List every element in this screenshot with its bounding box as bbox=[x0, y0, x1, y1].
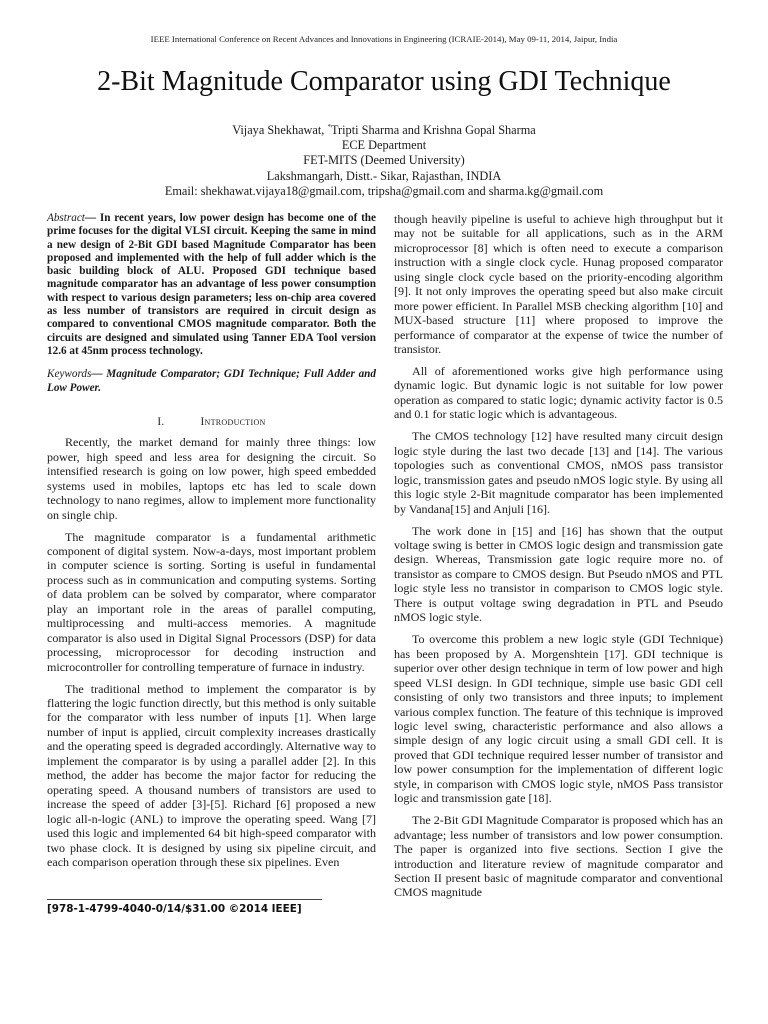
footer-divider bbox=[47, 899, 322, 900]
affiliation-university: FET-MITS (Deemed University) bbox=[303, 153, 465, 168]
right-paragraph-4: The work done in [15] and [16] has shown that the output voltage swing is better in CMOS logic design and transmission gate design. Whereas, Transmission gate logic require more no. of transistor as compare to CMOS design. But Pseudo nMOS and PTL logic style less no transistor in comparison to CMOS logic style. There is output voltage swing degradation in PTL and Pseudo nMOS logic style. bbox=[394, 523, 723, 625]
keywords-text: — Magnitude Comparator; GDI Technique; Full Adder and Low Power. bbox=[47, 368, 376, 394]
intro-paragraph-2: The magnitude comparator is a fundamental arithmetic component of digital system. Now-a-days, most important problem in computer science is sorting. Sorting is useful in fundamental process such as in communication and computing systems. Sorting of data problem can be solved by comparator, where comparator play an important role in the areas of parallel computing, multiprocessing and multi-access memories. A magnitude comparator is also used in Digital Signal Processors (DSP) for data processing, microprocessor for decoding instruction and microcontroller for controlling temperature of furnace in industry. bbox=[47, 529, 376, 674]
intro-paragraph-1: Recently, the market demand for mainly three things: low power, high speed and less area for designing the circuit. So intensified research is going on low power, high speed embedded systems used in mobiles, laptops etc has led to scale down technology to nano regimes, allow to implement more functionality on single chip. bbox=[47, 435, 376, 522]
author-block bbox=[0, 120, 768, 199]
copyright-footer: [978-1-4799-4040-0/14/$31.00 ©2014 IEEE] bbox=[47, 903, 302, 915]
right-column bbox=[394, 212, 723, 907]
abstract-text: — In recent years, low power design has become one of the prime focuses for the digital VLSI circuit. Keeping the same in mind a new design of 2-Bit GDI based Magnitude Comparator has been proposed and implemented with the help of full adder which is the basic building block of ALU. Proposed GDI technique based magnitude comparator has an advantage of less power consumption with respect to various design parameters; less on-chip area covered as less number of transistors are required in circuit design as compared to conventional CMOS magnitude comparator. Both the circuits are designed and simulated using Tanner EDA Tool version 12.6 at 45nm process technology. bbox=[47, 212, 376, 357]
abstract-lead: Abstract bbox=[47, 212, 85, 224]
right-paragraph-6: The 2-Bit GDI Magnitude Comparator is proposed which has an advantage; less number of transistors and low power consumption. The paper is organized into five sections. Section I give the introduction and literature review of magnitude comparator and Section II present basic of magnitude comparator and conventional CMOS magnitude bbox=[394, 813, 723, 900]
affiliation-department: ECE Department bbox=[341, 138, 427, 153]
intro-paragraph-3: The traditional method to implement the comparator is by flattering the logic function directly, but this method is only suitable for the comparator with less number of inputs [1]. When large number of input is applied, circuit complexity increases drastically and the operating speed is degraded accordingly. Alternative way to implement the comparator is by using a parallel adder [2]. In this method, the adder has become the major factor for reducing the operating speed. A thousand numbers of transistors are used to increase the speed of adder [3]-[5]. Richard [6] proposed a new logic all-n-logic (ANL) to improve the operating speed. Wang [7] used this logic and implemented 64 bit high-speed comparator with two phase clock. It is designed by using six pipeline circuit, and each comparison operation through these six pipelines. Even bbox=[47, 681, 376, 869]
keywords-lead: Keywords bbox=[47, 368, 92, 381]
right-paragraph-5: To overcome this problem a new logic style (GDI Technique) has been proposed by A. Morgenshtein [17]. GDI technique is superior over other design technique in term of low power and high speed VLSI design. In GDI technique, simple use basic GDI cell consisting of only two transistors and three inputs; to implement various complex function. The feature of this technique is improved logic level swing, characteristic performance and also allows a simple design of any logic circuit using a small GDI cell. It is proved that GDI technique required lesser number of transistor and low power consumption for the implementation of different logic style, in comparison with CMOS logic style, nMOS Pass transistor logic and transmission gate [18]. bbox=[394, 632, 723, 806]
author-emails: Email: shekhawat.vijaya18@gmail.com, tripsha@gmail.com and sharma.kg@gmail.com bbox=[164, 183, 604, 198]
abstract bbox=[47, 212, 376, 358]
right-paragraph-1: though heavily pipeline is useful to achieve high throughput but it may not be suitable for all applications, such as in the ARM microprocessor [8] which is often need to execute a comparison instruction with a single clock cycle. Hunag proposed comparator using single clock cycle based on the priority-encoding algorithm [9]. It not only improves the operating speed but also make circuit more power efficient. In Parallel MSB checking algorithm [10] and MUX-based structure [11] where proposed to improve the performance of comparator at the expense of twice the number of transistor. bbox=[394, 212, 723, 357]
section-title: Introduction bbox=[200, 415, 266, 428]
author-rest: Tripti Sharma and Krishna Gopal Sharma bbox=[330, 123, 536, 137]
paper-title: 2-Bit Magnitude Comparator using GDI Technique bbox=[97, 66, 671, 97]
corresponding-author-mark: * bbox=[327, 123, 331, 131]
author-names bbox=[0, 120, 768, 138]
keywords bbox=[47, 368, 376, 395]
affiliation-location: Lakshmangarh, Distt.- Sikar, Rajasthan, INDIA bbox=[266, 168, 502, 183]
right-paragraph-3: The CMOS technology [12] have resulted many circuit design logic style during the last two decade [13] and [14]. The various topologies such as conventional CMOS, nMOS pass transistor logic, transmission gates and pseudo nMOS logic style. By using all this logic style 2-Bit magnitude comparator has been implemented by Vandana[15] and Anjuli [16]. bbox=[394, 429, 723, 516]
left-column bbox=[47, 212, 376, 877]
author-first: Vijaya Shekhawat, bbox=[232, 123, 328, 137]
section-heading bbox=[47, 415, 376, 429]
conference-header: IEEE International Conference on Recent Advances and Innovations in Engineering (ICRAIE-2014), May 09-11, 2014, Jaipur, India bbox=[150, 34, 618, 44]
right-paragraph-2: All of aforementioned works give high performance using dynamic logic. But dynamic logic is not suitable for low power operation as compared to static logic; dynamic activity factor is 0.5 and 0.1 for static logic which is advantageous. bbox=[394, 364, 723, 422]
section-number: I. bbox=[157, 415, 165, 428]
